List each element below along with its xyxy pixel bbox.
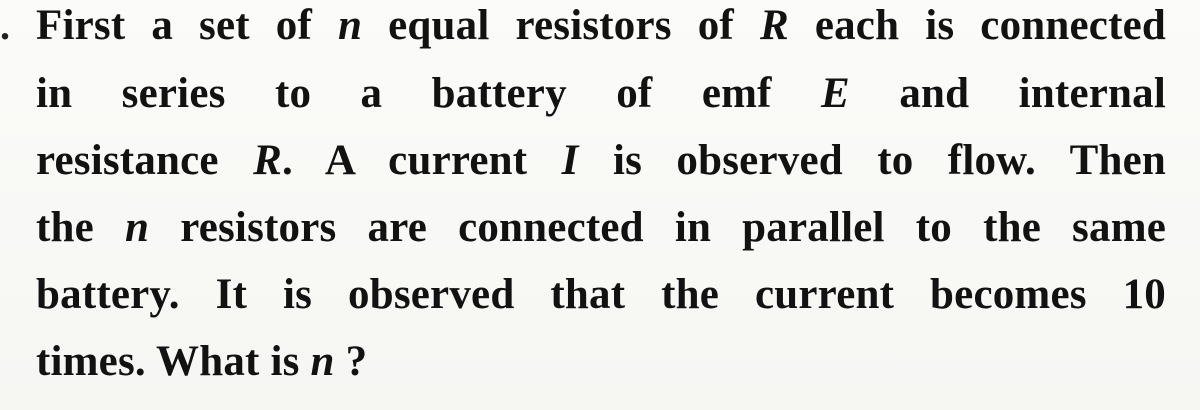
variable-n: n <box>125 204 150 251</box>
question-line <box>36 194 1166 261</box>
variable-E: E <box>821 70 850 117</box>
question-text-segment: battery. It is observed that the current becomes 10 <box>36 271 1166 318</box>
question-line <box>36 0 1166 60</box>
question-text-segment: is observed to flow. Then <box>578 137 1166 184</box>
variable-R: R <box>253 137 282 184</box>
question-text-segment: and internal <box>849 70 1166 117</box>
variable-I: I <box>561 137 579 184</box>
variable-n: n <box>338 2 363 49</box>
question-text-segment: in series to a battery of emf <box>36 70 822 117</box>
question-text <box>36 0 1166 395</box>
question-line <box>36 127 1166 194</box>
question-text-segment: First a set of <box>36 2 338 49</box>
question-line <box>36 328 1166 395</box>
question-marker: . <box>0 3 10 48</box>
question-line <box>36 261 1166 328</box>
question-text-segment: . A current <box>281 137 562 184</box>
question-line <box>36 60 1166 127</box>
question-text-segment: resistance <box>36 137 254 184</box>
question-text-segment: each is connected <box>788 2 1166 49</box>
question-text-segment: resistors are connected in parallel to the same <box>149 204 1166 251</box>
question-text-segment: equal resistors of <box>362 2 760 49</box>
variable-n: n <box>310 338 335 385</box>
question-text-segment: ? <box>334 338 368 385</box>
question-text-segment: times. What is <box>36 338 311 385</box>
variable-R: R <box>759 2 789 49</box>
question-text-segment: the <box>36 204 125 251</box>
